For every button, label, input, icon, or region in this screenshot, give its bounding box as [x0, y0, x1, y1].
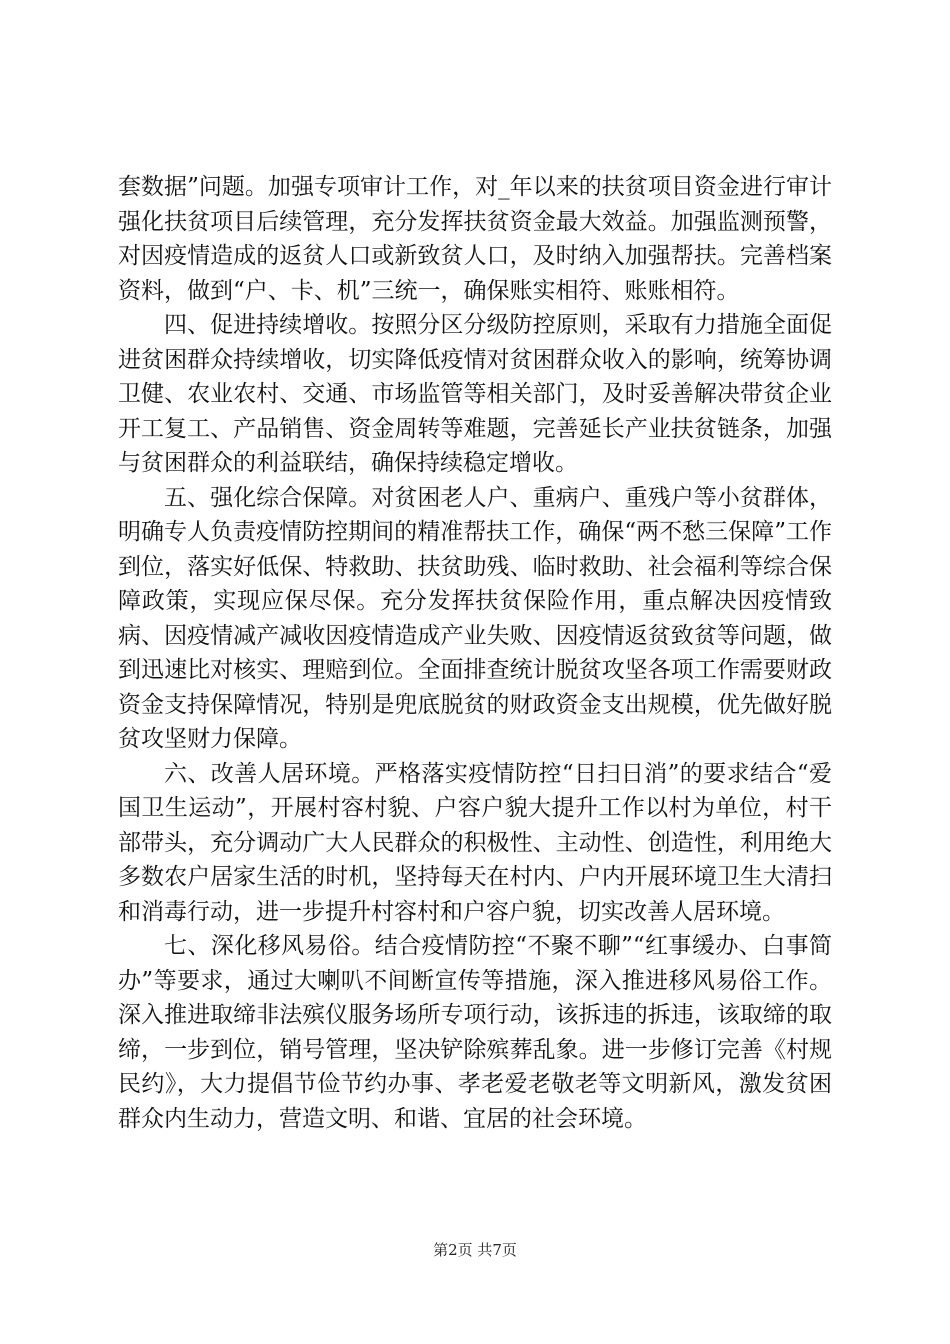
- page-footer: 第2页 共7页: [433, 1241, 517, 1259]
- paragraph-4: 六、改善人居环境。严格落实疫情防控“日扫日消”的要求结合“爱国卫生运动”，开展村容村貌、户容户貌大提升工作以村为单位，村干部带头，充分调动广大人民群众的积极性、主动性、创造性，利用绝大多数农户居家生活的时机，坚持每天在村内、户内开展环境卫生大清扫和消毒行动，进一步提升村容村和户容户貌，切实改善人居环境。: [118, 760, 832, 925]
- paragraph-2: 四、促进持续增收。按照分区分级防控原则，采取有力措施全面促进贫困群众持续增收，切实降低疫情对贫困群众收入的影响，统筹协调卫健、农业农村、交通、市场监管等相关部门，及时妥善解决带贫企业开工复工、产品销售、资金周转等难题，完善延长产业扶贫链条，加强与贫困群众的利益联结，确保持续稳定增收。: [118, 312, 832, 476]
- paragraph-1: 套数据”问题。加强专项审计工作，对_年以来的扶贫项目资金进行审计强化扶贫项目后续管理，充分发挥扶贫资金最大效益。加强监测预警，对因疫情造成的返贫人口或新致贫人口，及时纳入加强帮扶。完善档案资料，做到“户、卡、机”三统一，确保账实相符、账账相符。: [118, 174, 832, 304]
- document-body: [118, 170, 832, 1136]
- paragraph-3: 五、强化综合保障。对贫困老人户、重病户、重残户等小贫群体，明确专人负责疫情防控期间的精准帮扶工作，确保“两不愁三保障”工作到位，落实好低保、特救助、扶贫助残、临时救助、社会福利等综合保障政策，实现应保尽保。充分发挥扶贫保险作用，重点解决因疫情致病、因疫情减产减收因疫情造成产业失败、因疫情返贫致贫等问题，做到迅速比对核实、理赔到位。全面排查统计脱贫攻坚各项工作需要财政资金支持保障情况，特别是兜底脱贫的财政资金支出规模，优先做好脱贫攻坚财力保障。: [118, 484, 832, 752]
- paragraph-5: 七、深化移风易俗。结合疫情防控“不聚不聊”“红事缓办、白事简办”等要求，通过大喇叭不间断宣传等措施，深入推进移风易俗工作。深入推进取缔非法殡仪服务场所专项行动，该拆违的拆违，该取缔的取缔，一步到位，销号管理，坚决铲除殡葬乱象。进一步修订完善《村规民约》，大力提倡节俭节约办事、孝老爱老敬老等文明新风，激发贫困群众内生动力，营造文明、和谐、宜居的社会环境。: [118, 933, 832, 1132]
